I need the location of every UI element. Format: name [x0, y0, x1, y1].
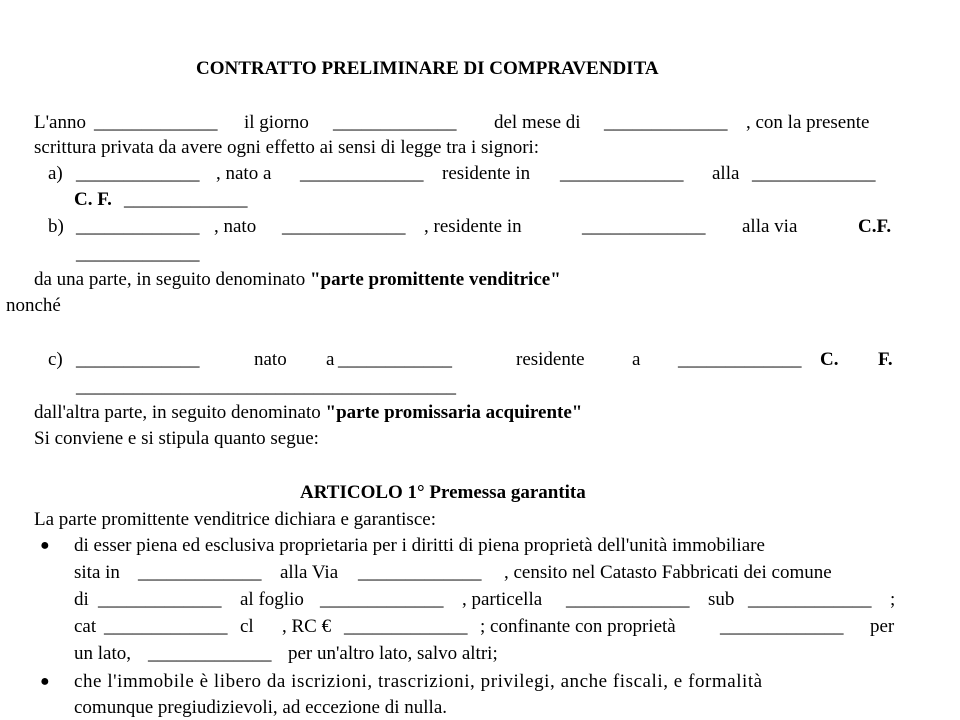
- bullet1-l2b: _____________: [138, 562, 262, 583]
- bullet-dot-1: ●: [40, 537, 50, 554]
- party-c-blank3: _____________: [678, 349, 802, 370]
- bullet1-l4d: , RC €: [282, 616, 332, 637]
- party-c-a2: a: [632, 349, 641, 370]
- article1-title: ARTICOLO 1° Premessa garantita: [300, 482, 586, 503]
- article1-declares: La parte promittente venditrice dichiara e garantisce:: [34, 509, 436, 530]
- party-a-cf: C. F.: [74, 189, 112, 210]
- bullet1-l3c: al foglio: [240, 589, 304, 610]
- bullet1-l3d: _____________: [320, 589, 444, 610]
- bullet1-l2d: _____________: [358, 562, 482, 583]
- bullet1-l5a: un lato,: [74, 643, 131, 664]
- party-c-nato: nato: [254, 349, 287, 370]
- party-b-cf-blank: _____________: [76, 243, 200, 264]
- party-b-via: alla via: [742, 216, 798, 237]
- bullet2-line1: che l'immobile è libero da iscrizioni, trascrizioni, privilegi, anche fiscali, e formalità: [74, 671, 763, 692]
- bullet1-l3e: , particella: [462, 589, 543, 610]
- party-c-c: C.: [820, 349, 839, 370]
- party-b-blank1: _____________: [76, 216, 200, 237]
- bullet1-line1: di esser piena ed esclusiva proprietaria per i diritti di piena proprietà dell'unità immobiliare: [74, 535, 765, 556]
- buyer-line: [34, 402, 582, 424]
- intro-anno: L'anno: [34, 112, 86, 133]
- party-a-alla: alla: [712, 163, 740, 184]
- party-b-cf: C.F.: [858, 216, 892, 237]
- intro-presente: , con la presente: [746, 112, 870, 133]
- seller-line-text: da una parte, in seguito denominato: [34, 269, 310, 290]
- bullet1-l4f: ; confinante con proprietà: [480, 616, 676, 637]
- party-c-residente: residente: [516, 349, 585, 370]
- bullet1-l3i: ;: [890, 589, 896, 610]
- bullet1-l4c: cl: [240, 616, 254, 637]
- bullet1-l3h: _____________: [748, 589, 872, 610]
- buyer-line-text: dall'altra parte, in seguito denominato: [34, 402, 326, 423]
- seller-line: [34, 269, 561, 291]
- bullet1-l4h: per: [870, 616, 895, 637]
- intro-mese: del mese di: [494, 112, 581, 133]
- intro-line2: scrittura privata da avere ogni effetto ai sensi di legge tra i signori:: [34, 137, 540, 158]
- party-a-residente: residente in: [442, 163, 531, 184]
- party-c-blank2: ____________: [338, 349, 452, 370]
- bullet1-l2c: alla Via: [280, 562, 339, 583]
- party-b-blank3: _____________: [582, 216, 706, 237]
- party-a-blank1: _____________: [76, 163, 200, 184]
- blank-anno: _____________: [94, 112, 218, 133]
- bullet1-l2e: , censito nel Catasto Fabbricati dei comune: [504, 562, 832, 583]
- bullet1-l2a: sita in: [74, 562, 120, 583]
- party-a-blank4: _____________: [752, 163, 876, 184]
- bullet1-l3f: _____________: [566, 589, 690, 610]
- party-c-f: F.: [878, 349, 893, 370]
- buyer-line-bold: "parte promissaria acquirente": [325, 402, 583, 423]
- party-b-marker: b): [48, 216, 64, 237]
- party-c-a: a: [326, 349, 335, 370]
- party-a-blank3: _____________: [560, 163, 684, 184]
- bullet1-l3g: sub: [708, 589, 735, 610]
- bullet-dot-2: ●: [40, 673, 50, 690]
- nonche: nonché: [6, 295, 61, 316]
- bullet2-line2: comunque pregiudizievoli, ad eccezione di nulla.: [74, 697, 447, 718]
- bullet1-l5b: _____________: [148, 643, 272, 664]
- party-a-marker: a): [48, 163, 63, 184]
- party-b-blank2: _____________: [282, 216, 406, 237]
- bullet1-l3a: di: [74, 589, 89, 610]
- party-c-blank4: ________________________________________: [76, 376, 456, 397]
- convene-line: Si conviene e si stipula quanto segue:: [34, 428, 319, 449]
- bullet1-l3b: _____________: [98, 589, 222, 610]
- party-a-blank2: _____________: [300, 163, 424, 184]
- party-c-marker: c): [48, 349, 63, 370]
- seller-line-bold: "parte promittente venditrice": [309, 269, 561, 290]
- bullet1-l4a: cat: [74, 616, 97, 637]
- party-b-nato: , nato: [214, 216, 257, 237]
- blank-giorno: _____________: [333, 112, 457, 133]
- party-b-residente: , residente in: [424, 216, 522, 237]
- bullet1-l5c: per un'altro lato, salvo altri;: [288, 643, 498, 664]
- intro-giorno: il giorno: [244, 112, 309, 133]
- bullet1-l4g: _____________: [720, 616, 844, 637]
- blank-mese: _____________: [604, 112, 728, 133]
- document-title: CONTRATTO PRELIMINARE DI COMPRAVENDITA: [196, 58, 659, 79]
- party-a-cf-blank: _____________: [124, 189, 248, 210]
- bullet1-l4b: _____________: [104, 616, 228, 637]
- party-c-blank1: _____________: [76, 349, 200, 370]
- bullet1-l4e: _____________: [344, 616, 468, 637]
- party-a-nato: , nato a: [216, 163, 272, 184]
